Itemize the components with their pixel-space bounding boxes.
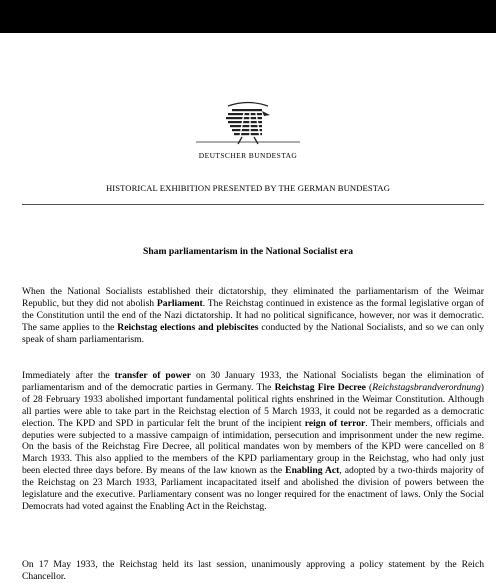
exhibition-heading: HISTORICAL EXHIBITION PRESENTED BY THE GERMAN BUNDESTAG xyxy=(105,183,391,193)
article-title: Sham parliamentarism in the National Socialist era xyxy=(143,246,353,257)
logo-wordmark: DEUTSCHER BUNDESTAG xyxy=(198,151,298,160)
paragraph-2: Immediately after the transfer of power on 30 January 1933, the National Socialists began the elimination of parliamentarism and of the democratic parties in Germany. The Reichstag Fire Decree (Reichstagsbrandverordnung) of 28 February 1933 abolished important fundamental political rights enshrined in the Weimar Constitution. Although all parties were able to take part in the Reichstag election of 5 March 1933, it could not be regarded as a democratic election. The KPD and SPD in particular felt the brunt of the incipient reign of terror. Their members, officials and deputies were subjected to a massive campaign of intimidation, persecution and imprisonment under the new regime. On the basis of the Reichstag Fire Decree, all political mandates won by members of the KPD were cancelled on 8 March 1933. This also applied to the members of the KPD parliamentary group in the Reichstag, who had only just been elected three days before. By means of the law known as the Enabling Act, adopted by a two-thirds majority of the Reichstag on 23 March 1933, Parliament incapacitated itself and abolished the division of powers between the legislature and the executive. Parliamentary consent was no longer required for the enactment of laws. Only the Social Democrats had voted against the Enabling Act in the Reichstag. xyxy=(22,370,484,512)
link-reichstag-elections: Reichstag elections and plebiscites xyxy=(117,321,259,333)
bundestag-eagle-logo xyxy=(188,100,308,150)
paragraph-1: When the National Socialists established their dictatorship, they eliminated the parliamentarism of the Weimar Republic, but they did not abolish Parliament. The Reichstag continued in existence as the formal legislative organ of the Constitution until the end of the Nazi dictatorship. It had no political significance, however, nor was it democratic. The same applies to the Reichstag elections and plebiscites conducted by the National Socialists, and so we can only speak of sham parliamentarism. xyxy=(22,286,485,345)
paragraph-3: On 17 May 1933, the Reichstag held its last session, unanimously approving a policy statement by the Reich Chancellor. xyxy=(22,559,484,582)
header-divider xyxy=(22,204,484,205)
term-german-name: Reichstagsbrandverordnung xyxy=(372,381,481,393)
top-black-bar xyxy=(0,0,496,33)
term-transfer-of-power: transfer of power xyxy=(114,370,191,381)
term-enabling-act: Enabling Act xyxy=(285,465,340,477)
link-parliament: Parliament xyxy=(156,297,203,309)
term-reichstag-fire-decree: Reichstag Fire Decree xyxy=(274,381,366,393)
term-reign-of-terror: reign of terror xyxy=(304,417,366,429)
